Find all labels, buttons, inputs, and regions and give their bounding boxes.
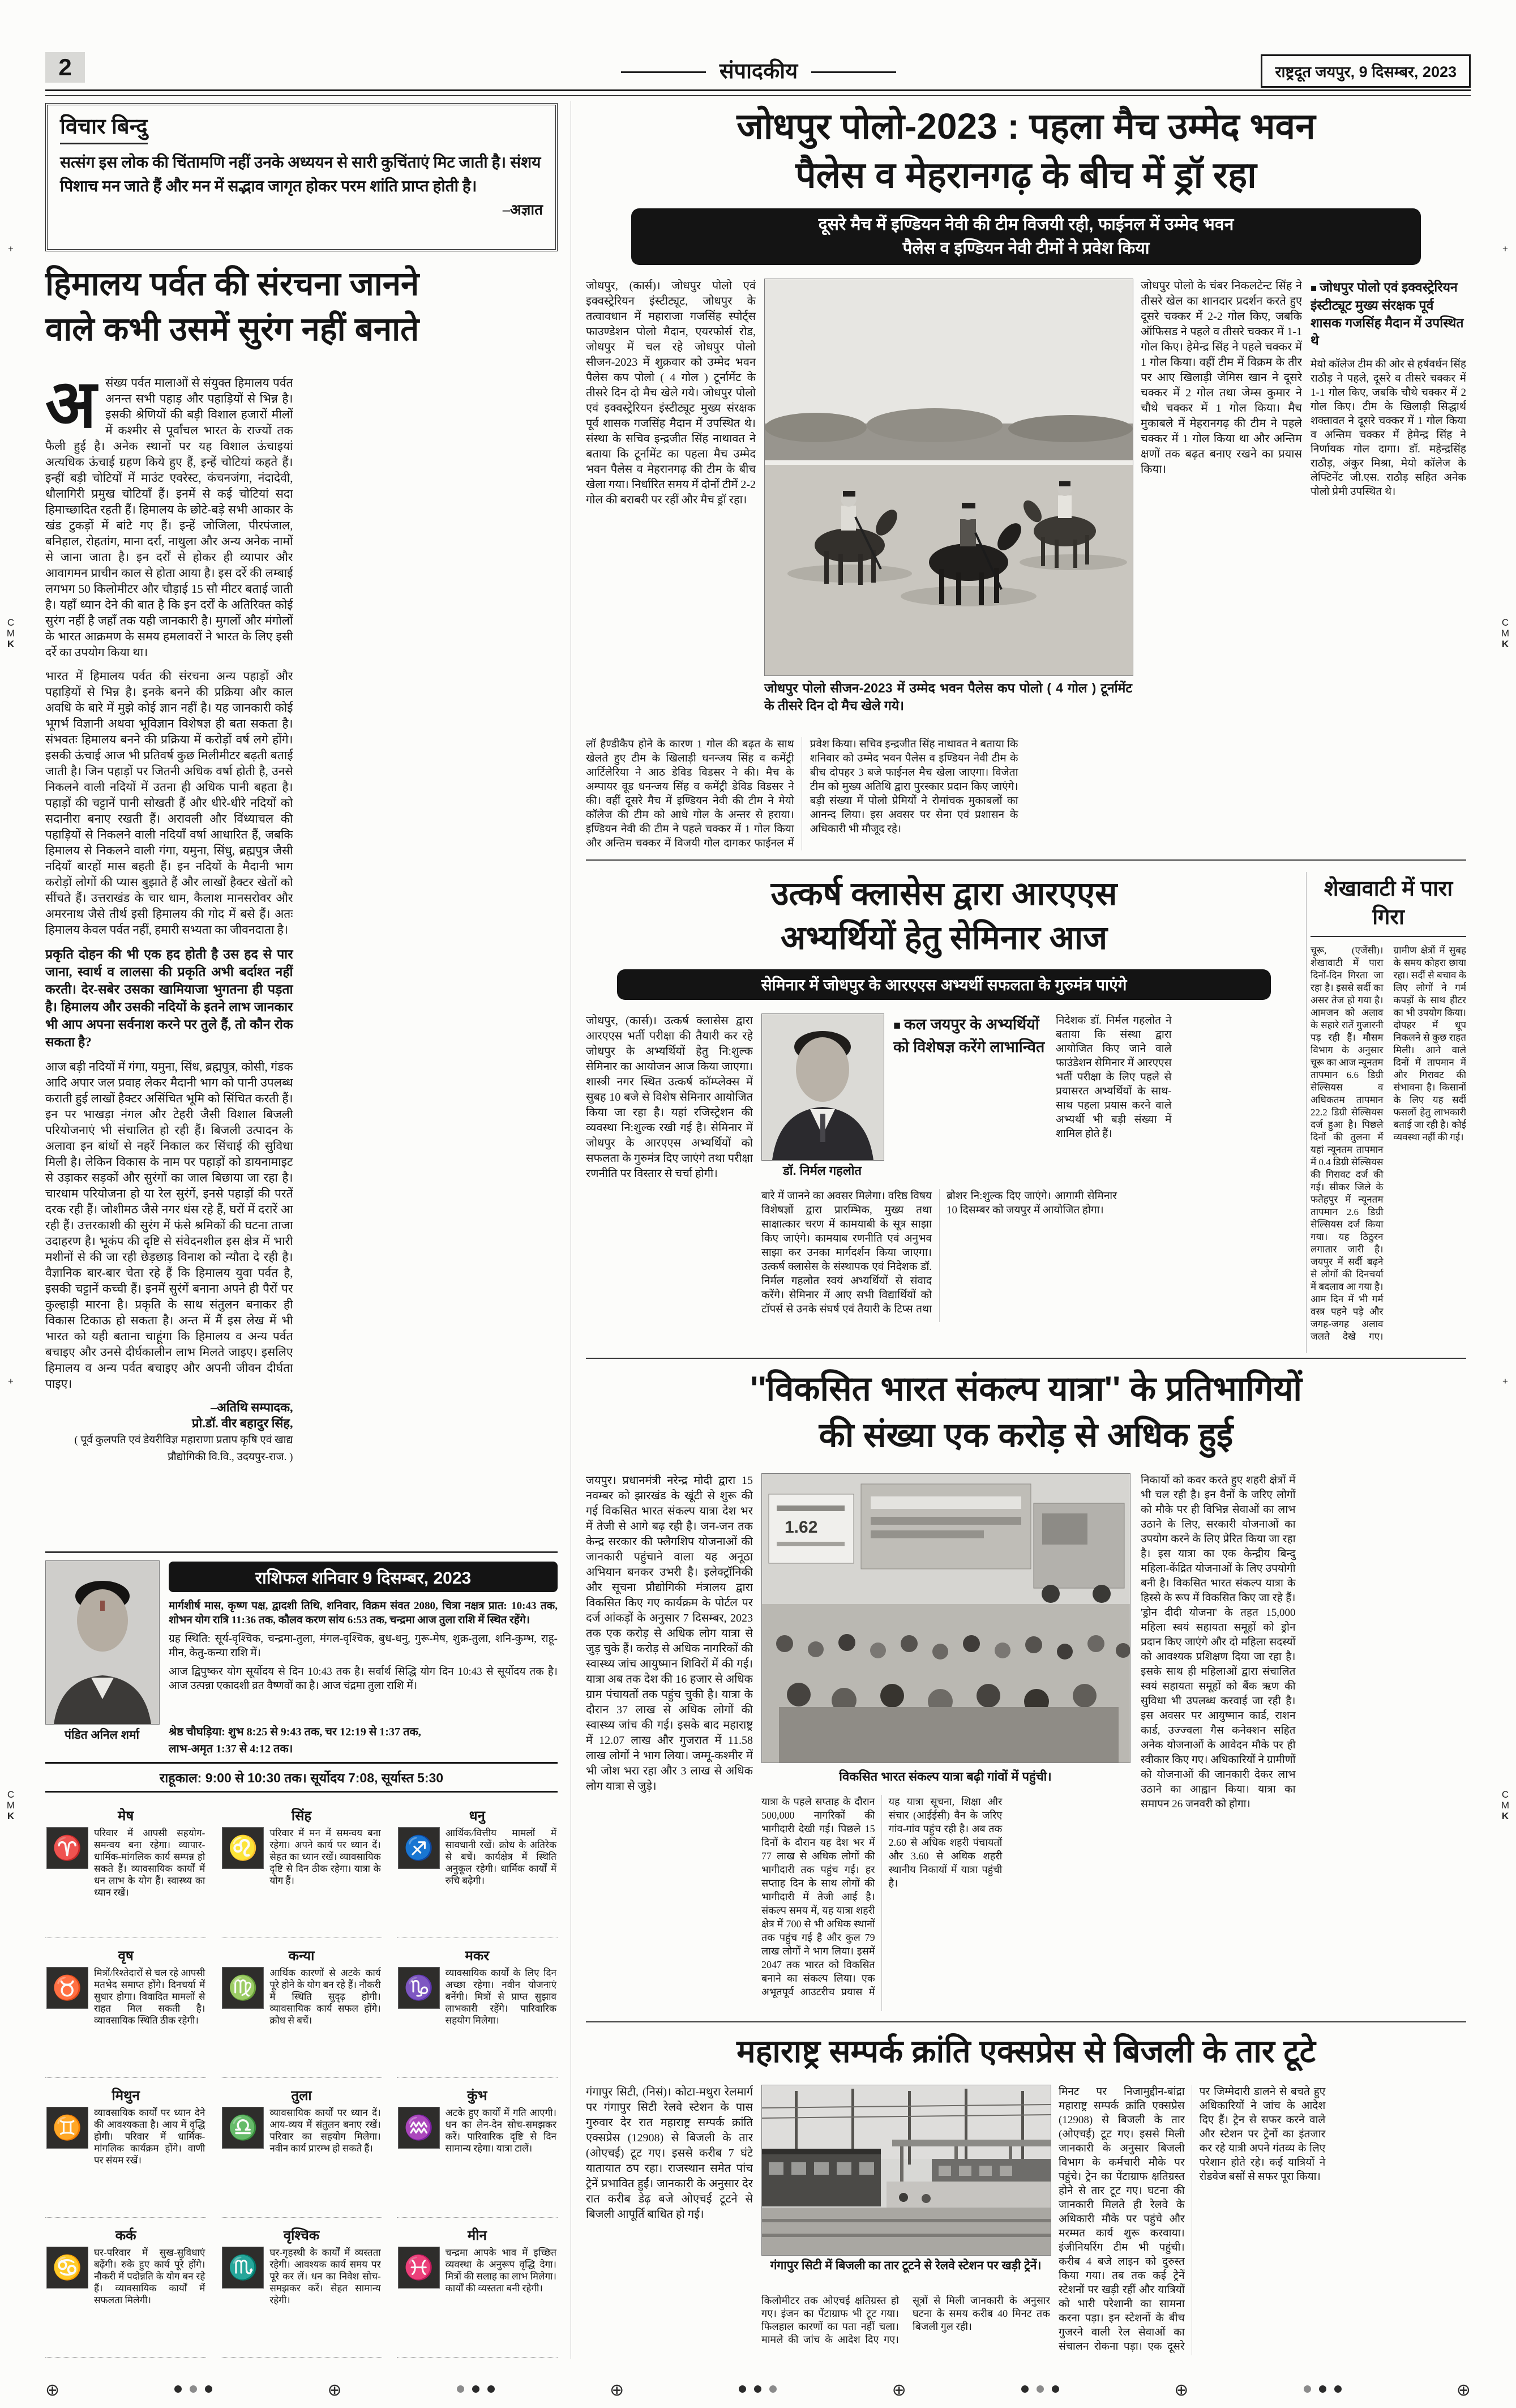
- press-registration-marks: [45, 2380, 1471, 2400]
- header-rule: [45, 89, 1471, 96]
- rashifal-grid: [45, 1804, 558, 2358]
- polo-sidebar-text: मेयो कॉलेज टीम की ओर से हर्षवर्धन सिंह राठौड़ ने पहले, दूसरे व तीसरे चक्कर में 1-1 गोल किए, जबकि चौथे चक्कर में 2 गोल किए। टीम के खिलाड़ी सिद्धार्थ शक्तावत ने दूसरे चक्कर में 1 गोल किया व अन्तिम चक्कर में हेमेन्द्र सिंह ने निर्णायक गोल दागा। डॉ. महेन्द्रसिंह राठौड़, अंकुर मिश्रा, मेयो कॉलेज के लेफ्टिनेंट जी.एस. राठौड़ सहित अनेक पोलो प्रेमी उपस्थित थे।: [1311, 358, 1466, 498]
- rashifal-top-rule: [45, 1551, 558, 1553]
- railway-photo-illustration: [762, 2085, 1051, 2255]
- dot-group: [1300, 2385, 1346, 2396]
- shekhawati-divider: [1306, 872, 1307, 1353]
- viksit-photo-caption: विकसित भारत संकल्प यात्रा बढ़ी गांवों में पहुंची।: [839, 1769, 1052, 1783]
- utkarsh-mid-text: निदेशक डॉ. निर्मल गहलोत ने बताया कि संस्था द्वारा आयोजित किए जाने वाले फाउंडेशन सेमिनार में आरएएस भर्ती परीक्षा के लिए पहले से प्रयासरत अभ्यर्थियों के साथ-साथ पहला प्रयास करने वाले अभ्यर्थी भी बड़ी संख्या में शामिल होते हैं।: [1056, 1015, 1172, 1140]
- registration-target-icon: ⊕: [610, 2381, 624, 2400]
- polo-sidebar: [1311, 279, 1466, 726]
- cmyk-mark-right-upper: C M K: [1501, 617, 1510, 649]
- page-number: 2: [45, 52, 85, 83]
- zodiac-libra-icon: ♎: [222, 2107, 264, 2149]
- rashifal-sign-kumbh: कुंभ ♒ अटके हुए कार्यों में गति आएगी। धन का लेन-देन सोच-समझकर करें। पारिवारिक दृष्टि से दिन सामान्य रहेगा। यात्रा टालें।: [397, 2084, 558, 2218]
- cmyk-mark-right-lower: C M K: [1501, 1789, 1510, 1821]
- register-cross-left-2: +: [8, 1376, 14, 1387]
- drop-cap: अ: [45, 375, 97, 442]
- zodiac-aquarius-icon: ♒: [398, 2107, 440, 2149]
- zodiac-taurus-icon: ♉: [46, 1967, 88, 2009]
- rashifal-sign-vrish: वृष ♉ मित्रों/रिश्तेदारों से चल रहे आपसी मतभेद समाप्त होंगे। दिनचर्या में सुधार होगा। विवादित मामलों से राहत मिल सकती है। व्यावसायिक स्थिति ठीक रहेगी।: [45, 1944, 206, 2078]
- rashifal-sign-sinh: सिंह ♌ परिवार में मन में समन्वय बना रहेगा। अपने कार्य पर ध्यान दें। सेहत का ध्यान रखें। व्यावसायिक दृष्टि से दिन ठीक रहेगा। यात्रा के योग हैं।: [221, 1804, 382, 1938]
- photo-sign-text: 1.62: [785, 1518, 818, 1537]
- viksit-top-rule: [586, 1358, 1466, 1359]
- utkarsh-bottom-text: बारे में जानने का अवसर मिलेगा। वरिष्ठ विषय विशेषज्ञों द्वारा प्रारम्भिक, मुख्य तथा साक्षात्कार चरण में कामयाबी के सूत्र साझा किए जाएंगे। कामयाब रणनीति एवं अनुभव साझा कर उनका मार्गदर्शन किया जाएगा। उत्कर्ष क्लासेस के संस्थापक एवं निदेशक डॉ. निर्मल गहलोत स्वयं अभ्यर्थियों से संवाद करेंगे। सेमिनार में आए सभी विद्यार्थियों को टॉपर्स से उनके संघर्ष एवं तैयारी के टिप्स तथा ब्रोशर नि:शुल्क दिए जाएंगे। आगामी सेमिनार 10 दिसम्बर को जयपुर में आयोजित होगा।: [761, 1190, 1117, 1315]
- polo-column-2: जोधपुर पोलो के चंबर निकलटेन्ट सिंह ने तीसरे खेल का शानदार प्रदर्शन करते हुए दूसरे चक्कर में 2-2 गोल किए, जबकि ऑफिसड ने पहले व तीसरे चक्कर में 1-1 गोल किए। हेमेन्द्र सिंह ने पहले चक्कर में 1 गोल किया। वहीं टीम में विक्रम के तीर पर आए खिलाड़ी जेमिस खान ने दूसरे चक्कर में 2 गोल तथा जेम्स कुमार ने चौथे चक्कर में 1 गोल किया। मैच मुकाबले में मेहरानगढ़ की टीम ने पहले चक्कर में 1 गोल किया था और अन्तिम क्षणों तक बढ़त बनाए रखने का प्रयास किया।: [1141, 280, 1302, 476]
- author-signoff: –अतिथि सम्पादक, प्रो.डॉ. वीर बहादुर सिंह, ( पूर्व कुलपति एवं डेयरीविज्ञ महाराणा प्रताप कृषि एवं खाद्य प्रौद्योगिकी वि.वि., उदयपुर-राज. ): [74, 1400, 293, 1463]
- rashifal-sign-kark: कर्क ♋ घर-परिवार में सुख-सुविधाएं बढ़ेंगी। रुके हुए कार्य पूरे होंगे। नौकरी में पदोन्नति के योग बन रहे हैं। व्यावसायिक कार्यों में सफलता मिलेगी।: [45, 2223, 206, 2358]
- himalaya-body: असंख्य पर्वत मालाओं से संयुक्त हिमालय पर्वत अनन्त सभी पहाड़ और पहाड़ियों से भिन्न है। इसकी श्रेणियों की बड़ी विशाल हजारों मीलों में कश्मीर से पूर्वांचल भारत के राज्यों तक फैली हुई है। अनेक स्थानों पर यह विशाल ऊंचाइयां अत्यधिक ऊंचाई ग्रहण किये हुए हैं, इन्हें चोटियां कहते हैं। इन्हीं बड़ी चोटियों में माउंट एवरेस्ट, कंचनजंगा, नंदादेवी, धौलागिरी प्रमुख चोटियाँ हैं। इनमें से कई चोटियां सदा हिमाच्छादित रहती हैं। हिमालय के छोटे-बड़े सभी आकार के खंड टुकड़ों में बांटे गए हैं। इन्हें जोजिला, पीरपंजाल, बनिहाल, रोहतांग, माना दर्रा, नाथुला और अन्य अनेक नामों से जाना जाता है। इन दर्रों से होकर ही व्यापार और आवागमन प्राचीन काल से होता आया है। इस दर्रे की लम्बाई लगभग 50 किलोमीटर और चौड़ाई 15 सौ मीटर बताई जाती है। यहाँ ध्यान देने की बात है कि इन दर्रों के अतिरिक्त कोई सुरंग नहीं है जहाँ तक यही जानकारी है। मुगलों और मंगोलों के भारत आक्रमण के समय हमलावरों ने भारत के लिए इसी दर्रे का उपयोग किया था। भारत में हिमालय पर्वत की संरचना अन्य पहाड़ों और पहाड़ियों से भिन्न है। इनके बनने की प्रक्रिया और काल अवधि के बारे में मुझे कोई ज्ञान नहीं है। यह जानकारी कोई भूगर्भ विज्ञानी अथवा भूविज्ञान विशेषज्ञ ही बता सकता है। संभवतः हिमालय बनने की प्रक्रिया में करोड़ों वर्ष लगे होंगे। इसकी ऊंचाई आज भी प्रतिवर्ष कुछ मिलीमीटर बढ़ती बताई जाती है। जिन पहाड़ों पर जितनी अधिक वर्षा होती है, उनसे निकलने वाली नदियों में उतना ही अधिक पानी बहता है। पहाड़ों की चट्टानें पानी सोखती हैं और धीरे-धीरे नदियों को सदानीरा बनाए रखती हैं। अरावली और विंध्याचल की पहाड़ियों से निकलने वाली नदियाँ वर्षा आधारित हैं, जबकि हिमालय से निकलने वाली गंगा, यमुना, सिंधु, ब्रह्मपुत्र जैसी नदियाँ बारहों मास बहती हैं। इन नदियों के मैदानी भाग करोड़ों लोगों की प्यास बुझाते हैं और लाखों हैक्टर खेतों को सींचते हैं। उत्तराखंड के चार धाम, कैलाश मानसरोवर और अमरनाथ जैसे तीर्थ इसी हिमालय की गोद में बसे हैं। अतः हिमालय केवल पर्वत नहीं, हमारी सभ्यता का जीवनदाता है। प्रकृति दोहन की भी एक हद होती है उस हद से पार जाना, स्वार्थ व लालसा की प्रकृति अभी बर्दाश्त नहीं करती। देर-सबेर उसका खामियाजा भुगतना ही पड़ता है। हिमालय और उसकी नदियों के इतने लाभ जानकार भी आप अपना सर्वनाश करने पर तुले हैं, तो कौन रोक सकता है? आज बड़ी नदियों में गंगा, यमुना, सिंध, ब्रह्मपुत्र, कोसी, गंडक आदि अपार जल प्रवाह लेकर मैदानी भाग को पानी उपलब्ध कराती हुई लाखों हैक्टर असिंचित भूमि को सिंचित करती हैं। इन पर भाखड़ा नंगल और टेहरी जैसी विशाल बिजली परियोजनाएं भी संचालित हो रही हैं। बिजली उत्पादन के अलावा इन बांधों से नहरें निकाल कर सिंचाई की सुविधा मिली है। लेकिन विकास के नाम पर पहाड़ों को डायनामाइट से उड़ाकर सड़कों और सुरंगों का जाल बिछाया जा रहा है। चारधाम परियोजना हो या रेल सुरंगें, इनसे पहाड़ों की परतें दरक रही हैं। जोशीमठ जैसे नगर धंस रहे हैं, घरों में दरारें आ रही हैं। उत्तरकाशी की सुरंग में फंसे श्रमिकों की घटना ताजा उदाहरण है। भूकंप की दृष्टि से संवेदनशील इस क्षेत्र में भारी मशीनों से की जा रही छेड़छाड़ विनाश को न्यौता दे रही है। वैज्ञानिक बार-बार चेता रहे हैं कि हिमालय युवा पर्वत है, इसकी चट्टानें कच्ची हैं। इनमें सुरंगें बनाना अपने ही पैरों पर कुल्हाड़ी मारना है। प्रकृति के साथ संतुलन बनाकर ही विकास टिकाऊ हो सकता है। अन्त में मैं इस लेख में भी भारत को यही बताना चाहूंगा कि हिमालय व अन्य पर्वत बचाइए और उनसे दीर्घकालीन लाभ मिलते जाइए। इसलिए हिमालय व अन्य पर्वत बचाइए और अपनी जीवन दीर्घता पाइए। –अतिथि सम्पादक, प्रो.डॉ. वीर बहादुर सिंह, ( पूर्व कुलपति एवं डेयरीविज्ञ महाराणा प्रताप कृषि एवं खाद्य प्रौद्योगिकी वि.वि., उदयपुर-राज. ): [45, 375, 558, 1540]
- rashifal-sign-kanya: कन्या ♍ आर्थिक कारणों से अटके कार्य पूरे होने के योग बन रहे हैं। नौकरी में स्थिति सुदृढ़ होगी। व्यावसायिक कार्य सफल होंगे। क्रोध से बचें।: [221, 1944, 382, 2078]
- maharashtra-top-rule: [586, 2021, 1466, 2022]
- zodiac-sagittarius-icon: ♐: [398, 1827, 440, 1869]
- dot-group: [735, 2385, 781, 2396]
- utkarsh-portrait-photo: [761, 1013, 884, 1161]
- section-title: संपादकीय: [566, 55, 951, 85]
- zodiac-gemini-icon: ♊: [46, 2107, 88, 2149]
- zodiac-leo-icon: ♌: [222, 1827, 264, 1869]
- registration-target-icon: ⊕: [892, 2381, 906, 2400]
- registration-target-icon: ⊕: [1174, 2381, 1189, 2400]
- rashifal-sign-dhanu: धनु ♐ आर्थिक/वित्तीय मामलों में सावधानी रखें। क्रोध के अतिरेक से बचें। कार्यक्षेत्र में स्थिति अनुकूल रहेगी। धार्मिक कार्यों में रुचि बढ़ेगी।: [397, 1804, 558, 1938]
- viksit-right-text: निकायों को कवर करते हुए शहरी क्षेत्रों में भी चल रही है। इन वैनों के जरिए लोगों को मौके पर ही विभिन्न सेवाओं का लाभ उठाने के लिए, सरकारी योजनाओं का उपयोग करने के लिए प्रेरित किया जा रहा है। इस यात्रा का एक केन्द्रीय बिन्दु महिला-केंद्रित योजनाओं के लिए उपयोगी बनी है। विकसित भारत संकल्प यात्रा के हिस्से के रूप में विकसित किए जा रहे हैं। 'ड्रोन दीदी योजना' के तहत 15,000 महिला स्वयं सहायता समूहों को ड्रोन प्रदान किए जाएंगे और दो महिला सदस्यों को आवश्यक प्रशिक्षण दिया जा रहा है। इसके साथ ही महिलाओं द्वारा संचालित स्वयं सहायता समूहों को बैंक ऋण की सुविधा भी उपलब्ध करवाई जा रही है। इस अवसर पर आयुष्मान कार्ड, राशन कार्ड, उज्ज्वला गैस कनेक्शन सहित अनेक योजनाओं के आवेदन मौके पर ही स्वीकार किए गए। अधिकारियों ने ग्रामीणों को योजनाओं की जानकारी देकर लाभ उठाने का आह्वान किया। यात्रा का समापन 26 जनवरी को होगा।: [1141, 1474, 1296, 1810]
- pull-quote: प्रकृति दोहन की भी एक हद होती है उस हद से पार जाना, स्वार्थ व लालसा की प्रकृति अभी बर्दाश्त नहीं करती। देर-सबेर उसका खामियाजा भुगतना ही पड़ता है। हिमालय और उसकी नदियों के इतने लाभ जानकार भी आप अपना सर्वनाश करने पर तुले हैं, तो कौन रोक सकता है?: [45, 947, 293, 1049]
- flourish-left: [621, 71, 706, 73]
- utkarsh-portrait-caption: डॉ. निर्मल गहलोत: [782, 1164, 862, 1178]
- register-cross-right-2: +: [1502, 1376, 1508, 1387]
- maharashtra-photo-caption: गंगापुर सिटी में बिजली का तार टूटने से रेलवे स्टेशन पर खड़ी ट्रेनें।: [770, 2259, 1042, 2272]
- polo-photo-caption: जोधपुर पोलो सीजन-2023 में उम्मेद भवन पैलेस कप पोलो ( 4 गोल ) टूर्नामेंट के तीसरे दिन दो मैच खेले गये।: [764, 681, 1132, 713]
- astrologer-photo: [45, 1560, 160, 1725]
- maharashtra-right-text: मिनट पर निजामुद्दीन-बांद्रा महाराष्ट्र सम्पर्क क्रांति एक्सप्रेस (12908) से बिजली के तार (ओएचई) टूट गए। इससे मिली जानकारी के अनुसार बिजली विभाग के कर्मचारी मौके पर पहुंचे। ट्रेन का पेंटाग्राफ क्षतिग्रस्त होने से तार टूट गए। घटना की जानकारी मिलते ही रेलवे के अधिकारी मौके पर पहुंचे और मरम्मत कार्य शुरू करवाया। इंजीनियरिंग टीम भी पहुंची। करीब 4 बजे लाइन को दुरुस्त किया गया। तब तक कई ट्रेनें स्टेशनों पर खड़ी रहीं और यात्रियों को भारी परेशानी का सामना करना पड़ा। इन स्टेशनों के बीच गुजरने वाली रेल सेवाओं का संचालन रोकना पड़ा। एक दूसरे पर जिम्मेदारी डालने से बचते हुए अधिकारियों ने जांच के आदेश दिए हैं। ट्रेन से सफर करने वाले और स्टेशन पर ट्रेनों का इंतजार कर रहे यात्री अपने गंतव्य के लिए परेशान होते रहे। कई यात्रियों ने रोडवेज बसों से सफर पूरा किया।: [1059, 2086, 1326, 2353]
- crowd-photo-illustration: [762, 1474, 1130, 1763]
- vichar-bindu-quote: सत्संग इस लोक की चिंतामणि नहीं उनके अध्ययन से सारी कुचिंताएं मिट जाती है। संशय पिशाच मन जाते हैं और मन में सद्भाव जागृत होकर परम शांति प्राप्त होती है।: [60, 154, 541, 195]
- zodiac-aries-icon: ♈: [46, 1827, 88, 1869]
- zodiac-virgo-icon: ♍: [222, 1967, 264, 2009]
- astrologer-illustration: [46, 1561, 159, 1724]
- dot-group: [170, 2385, 216, 2396]
- viksit-column-1: जयपुर। प्रधानमंत्री नरेन्द्र मोदी द्वारा 15 नवम्बर को झारखंड के खूंटी से शुरू की गई विकसित भारत संकल्प यात्रा देश भर में तेजी से आगे बढ़ रही है। जन-जन तक केन्द्र सरकार की फ्लैगशिप योजनाओं की जानकारी पहुंचाने वाला यह अनूठा अभियान बनकर उभरी है। इलेक्ट्रॉनिकी और सूचना प्रौद्योगिकी मंत्रालय द्वारा विकसित किए गए कार्यक्रम के पोर्टल पर दर्ज आंकड़ों के अनुसार 7 दिसम्बर, 2023 तक एक करोड़ से अधिक लोग यात्रा से जुड़ चुके हैं। करोड़ से अधिक नागरिकों की स्वास्थ्य जांच आयुष्मान शिविरों में की गई। यात्रा अब तक देश की 16 हजार से अधिक ग्राम पंचायतों तक पहुंच चुकी है। यात्रा के दौरान 37 लाख से अधिक लोगों की स्वास्थ्य जांच की गई। इसके बाद महाराष्ट्र में 12.07 लाख और गुजरात में 11.58 लाख लोगों ने भाग लिया। जम्मू-कश्मीर में भी जोश भरा रहा और 3 लाख से अधिक लोग यात्रा से जुड़े।: [586, 1474, 753, 1793]
- polo-sidebar-lead: ■ जोधपुर पोलो एवं इक्वस्ट्रेरियन इंस्टीट्यूट मुख्य संरक्षक पूर्व शासक गजसिंह मैदान में उपस्थित थे: [1311, 279, 1466, 349]
- rashifal-title-bar: राशिफल शनिवार 9 दिसम्बर, 2023: [169, 1562, 558, 1592]
- maharashtra-column-1: गंगापुर सिटी, (निसं)। कोटा-मथुरा रेलमार्ग पर गंगापुर सिटी रेलवे स्टेशन के पास गुरुवार देर रात महाराष्ट्र सम्पर्क क्रांति एक्सप्रेस (12908) से बिजली के तार (ओएचई) टूट गए। इससे करीब 7 घंटे यातायात ठप रहा। राजस्थान समेत पांच ट्रेनें प्रभावित हुईं। जानकारी के अनुसार देर रात करीब डेढ़ बजे ओएचई टूटने से बिजली आपूर्ति बाधित हो गई।: [586, 2086, 753, 2221]
- vichar-bindu-title: विचार बिन्दु: [60, 111, 148, 144]
- utkarsh-column-1: जोधपुर, (कार्स)। उत्कर्ष क्लासेस द्वारा आरएएस भर्ती परीक्षा की तैयारी कर रहे जोधपुर के अभ्यर्थियों हेतु नि:शुल्क सेमिनार का आयोजन आज किया जाएगा। शास्त्री नगर स्थित उत्कर्ष कॉम्प्लेक्स में सुबह 10 बजे से विशेष सेमिनार आयोजित किया जा रहा है। यहां रजिस्ट्रेशन की व्यवस्था नि:शुल्क रखी गई है। सेमिनार में जोधपुर के आरएएस अभ्यर्थियों को सफलता के गुरुमंत्र दिए जाएंगे तथा परीक्षा रणनीति पर विस्तार से चर्चा होगी।: [586, 1015, 753, 1180]
- zodiac-cancer-icon: ♋: [46, 2247, 88, 2289]
- shekhawati-headline: शेखावाटी में पारा गिरा: [1311, 875, 1466, 937]
- maharashtra-headline: महाराष्ट्र सम्पर्क क्रांति एक्सप्रेस से बिजली के तार टूटे: [736, 2033, 1316, 2069]
- polo-photo-illustration: [765, 279, 1133, 675]
- rashifal-sign-meen: मीन ♓ चन्द्रमा आपके भाव में इच्छित व्यवस्था के अनुरूप वृद्धि देगा। मित्रों की सलाह का लाभ मिलेगा। कार्यों की व्यस्तता बनी रहेगी।: [397, 2223, 558, 2358]
- polo-bottom-rule: [586, 859, 1466, 861]
- registration-target-icon: ⊕: [327, 2381, 342, 2400]
- cmyk-mark-left-upper: C M K: [6, 617, 15, 649]
- maharashtra-below-text: किलोमीटर तक ओएचई क्षतिग्रस्त हो गए। इंजन का पेंटाग्राफ भी टूट गया। फिलहाल कारणों का पता नहीं चला। मामले की जांच के आदेश दिए गए। सूत्रों से मिली जानकारी के अनुसार घटना के समय करीब 40 मिनट तक बिजली गुल रही।: [761, 2295, 1050, 2345]
- register-cross-right-1: +: [1502, 243, 1508, 254]
- rashifal-rahu-bar: राहूकाल: 9:00 से 10:30 तक। सूर्योदय 7:08, सूर्यास्त 5:30: [45, 1762, 558, 1793]
- registration-target-icon: ⊕: [1456, 2381, 1471, 2400]
- rashifal-sign-mesh: मेष ♈ परिवार में आपसी सहयोग-समन्वय बना रहेगा। व्यापार-धार्मिक-मांगलिक कार्य सम्पन्न हो सकते हैं। व्यावसायिक कार्यों में धन लाभ के योग हैं। स्वास्थ्य का ध्यान रखें।: [45, 1804, 206, 1938]
- polo-photo: [764, 279, 1133, 676]
- rashifal-sign-vrishchik: वृश्चिक ♏ घर-गृहस्थी के कार्यों में व्यस्तता रहेगी। आवश्यक कार्य समय पर पूरे कर लें। धन का निवेश सोच-समझकर करें। सेहत सामान्य रहेगी।: [221, 2223, 382, 2358]
- vichar-bindu-box: [45, 103, 558, 251]
- utkarsh-headline: उत्कर्ष क्लासेस द्वारा आरएएस अभ्यर्थियों हेतु सेमिनार आज: [770, 875, 1117, 956]
- polo-subhead: दूसरे मैच में इण्डियन नेवी की टीम विजयी रही, फाईनल में उम्मेद भवन पैलेस व इण्डियन नेवी टीमों ने प्रवेश किया: [631, 208, 1421, 265]
- zodiac-pisces-icon: ♓: [398, 2247, 440, 2289]
- flourish-right: [811, 71, 896, 73]
- masthead: राष्ट्रदूत जयपुर, 9 दिसम्बर, 2023: [1261, 54, 1471, 88]
- astrologer-name: पंडित अनिल शर्मा: [65, 1729, 139, 1742]
- vichar-bindu-attribution: –अज्ञात: [502, 202, 543, 218]
- rashifal-sign-mithun: मिथुन ♊ व्यावसायिक कार्यों पर ध्यान देने की आवश्यकता है। आय में वृद्धि होगी। परिवार में धार्मिक-मांगलिक कार्यक्रम होंगे। वाणी पर संयम रखें।: [45, 2084, 206, 2218]
- rashifal-sign-makar: मकर ♑ व्यावसायिक कार्यों के लिए दिन अच्छा रहेगा। नवीन योजनाएं बनेंगी। मित्रों से प्राप्त सुझाव लाभकारी रहेंगे। पारिवारिक सहयोग मिलेगा।: [397, 1944, 558, 2078]
- register-cross-left-1: +: [8, 243, 14, 254]
- rashifal-labh: लाभ-अमृत 1:37 से 4:12 तक।: [169, 1743, 293, 1755]
- utkarsh-subhead: सेमिनार में जोधपुर के आरएएस अभ्यर्थी सफलता के गुरुमंत्र पाएंगे: [617, 969, 1271, 1000]
- viksit-crowd-photo: [761, 1473, 1130, 1763]
- dot-group: [1017, 2385, 1063, 2396]
- rashifal-chaughadiya: श्रेष्ठ चौघड़िया: शुभ 8:25 से 9:43 तक, चर 12:19 से 1:37 तक,: [169, 1726, 421, 1738]
- zodiac-scorpio-icon: ♏: [222, 2247, 264, 2289]
- portrait-illustration: [762, 1014, 884, 1160]
- polo-bottom-text: लॉ हैण्डीकैप होने के कारण 1 गोल की बढ़त के साथ खेलते हुए टीम के खिलाड़ी धनन्जय सिंह व कमेंट्री आर्टिलेरिया ने आठ डेविड विडसर ने की। मैच के अम्पायर वूड धनन्जय सिंह व कमेंट्री डेविड विडसर ने की। वहीं दूसरे मैच में इण्डियन नेवी की टीम ने मेयो कॉलेज की टीम को आधे गोल के अन्तर से हराया। इण्डियन नेवी की टीम ने पहले चक्कर में 1 गोल किया और अन्तिम चक्कर में विजयी गोल दागकर फाईनल में प्रवेश किया। सचिव इन्द्रजीत सिंह नाथावत ने बताया कि शनिवार को उम्मेद भवन पैलेस व इण्डियन नेवी टीम के बीच दोपहर 3 बजे फाईनल मैच खेला जाएगा। विजेता टीम को मुख्य अतिथि द्वारा पुरस्कार प्रदान किए जाएंगे। बड़ी संख्या में पोलो प्रेमियों ने रोमांचक मुकाबलों का आनन्द लिया। इस अवसर पर सेना एवं प्रशासन के अधिकारी भी मौजूद रहे।: [586, 738, 1018, 849]
- zodiac-capricorn-icon: ♑: [398, 1967, 440, 2009]
- polo-headline: जोधपुर पोलो-2023 : पहला मैच उम्मेद भवन पैलेस व मेहरानगढ़ के बीच में ड्रॉ रहा: [736, 106, 1316, 195]
- registration-target-icon: ⊕: [45, 2381, 60, 2400]
- utkarsh-info-box: ■ कल जयपुर के अभ्यर्थियों को विशेषज्ञ करेंगे लाभान्वित: [893, 1013, 1045, 1058]
- himalaya-headline: हिमालय पर्वत की संरचना जानने वाले कभी उसमें सुरंग नहीं बनाते: [45, 266, 419, 348]
- dot-group: [453, 2385, 499, 2396]
- rashifal-sign-tula: तुला ♎ व्यावसायिक कार्यों पर ध्यान दें। आय-व्यय में संतुलन बनाए रखें। परिवार का सहयोग मिलेगा। नवीन कार्य प्रारम्भ हो सकते हैं।: [221, 2084, 382, 2218]
- viksit-headline: ''विकसित भारत संकल्प यात्रा'' के प्रतिभागियों की संख्या एक करोड़ से अधिक हुई: [750, 1370, 1302, 1454]
- viksit-below-text: यात्रा के पहले सप्ताह के दौरान 500,000 नागरिकों की भागीदारी देखी गई। पिछले 15 दिनों के दौरान यह देश भर में 77 लाख से अधिक लोगों की भागीदारी तक पहुंच गई। हर सप्ताह दिन के साथ लोगों की भागीदारी में तेजी आई है। संकल्प समय में, यह यात्रा शहरी क्षेत्र में 700 से भी अधिक स्थानों तक पहुंच गई है और कुल 79 लाख लोगों ने भाग लिया। इसमें 2047 तक भारत को विकसित बनाने का संकल्प लिया। एक अभूतपूर्व आउटरीच प्रयास में यह यात्रा सूचना, शिक्षा और संचार (आईईसी) वैन के जरिए गांव-गांव पहुंच रही है। अब तक 2.60 से अधिक शहरी पंचायतों और 3.60 से अधिक शहरी स्थानीय निकायों में यात्रा पहुंची है।: [761, 1796, 1003, 1998]
- shekhawati-body: चूरू, (एजेंसी)। शेखावाटी में पारा दिनों-दिन गिरता जा रहा है। इससे सर्दी का असर तेज हो गया है। आमजन को अलाव के सहारे रातें गुजारनी पड़ रही हैं। मौसम विभाग के अनुसार चूरू का आज न्यूनतम तापमान 6.6 डिग्री सेल्सियस व अधिकतम तापमान 22.2 डिग्री सेल्सियस दर्ज हुआ है। पिछले दिनों की तुलना में यहां न्यूनतम तापमान में 0.4 डिग्री सेल्सियस की गिरावट दर्ज की गई। सीकर जिले के फतेहपुर में न्यूनतम तापमान 2.6 डिग्री सेल्सियस दर्ज किया गया। यह ठिठुरन लगातार जारी है। जयपुर में सर्दी बढ़ने से लोगों की दिनचर्या में बदलाव आ गया है। आम दिन में भी गर्म वस्त्र पहने पड़े और जगह-जगह अलाव जलते देखे गए। ग्रामीण क्षेत्रों में सुबह के समय कोहरा छाया रहा। सर्दी से बचाव के लिए लोगों ने गर्म कपड़ों के साथ हीटर का भी उपयोग किया। दोपहर में धूप निकलने से कुछ राहत मिली। आने वाले दिनों में तापमान में और गिरावट की संभावना है। किसानों के लिए यह सर्दी फसलों हेतु लाभकारी बताई जा रही है। कोई व्यवस्था नहीं की गई।: [1311, 945, 1466, 1342]
- cmyk-mark-left-lower: C M K: [6, 1789, 15, 1821]
- maharashtra-railway-photo: [761, 2085, 1051, 2256]
- polo-column-1: जोधपुर, (कार्स)। जोधपुर पोलो एवं इक्वस्ट्रेरियन इंस्टीट्यूट, जोधपुर के तत्वावधान में महाराजा गजसिंह स्पोर्ट्स फाउण्डेशन पोलो मैदान, एयरफोर्स रोड, जोधपुर में चल रहे जोधपुर पोलो सीजन-2023 में शुक्रवार को उम्मेद भवन पैलेस कप पोलो ( 4 गोल ) टूर्नामेंट के तीसरे दिन दो मैच खेले गये। जोधपुर पोलो एवं इक्वस्ट्रेरियन इंस्टीट्यूट मुख्य संरक्षक पूर्व शासक गजसिंह मैदान में उपस्थित थे। संस्था के सचिव इन्द्रजीत सिंह नाथावत ने बताया कि टूर्नामेंट का पहला मैच उम्मेद भवन पैलेस व मेहरानगढ़ की टीम के बीच खेला गया। निर्धारित समय में दोनों टीमें 2-2 गोल की बराबरी पर रहीं और मैच ड्रॉ रहा।: [586, 280, 756, 506]
- rashifal-intro: मार्गशीर्ष मास, कृष्ण पक्ष, द्वादशी तिथि, शनिवार, विक्रम संवत 2080, चित्रा नक्षत्र प्रात: 10:43 तक, शोभन योग रात्रि 11:36 तक, कौलव करण सांय 6:53 तक, चन्द्रमा आज तुला राशि में स्थित रहेंगे। ग्रह स्थिति: सूर्य-वृश्चिक, चन्द्रमा-तुला, मंगल-वृश्चिक, बुध-धनु, गुरू-मेष, शुक्र-तुला, शनि-कुम्भ, राहू-मीन, केतु-कन्या राशि में। आज द्विपुष्कर योग सूर्योदय से दिन 10:43 तक है। सर्वार्थ सिद्धि योग दिन 10:43 से सूर्योदय तक है। आज उत्पन्ना एकादशी व्रत वैष्णवों का है। आज चंद्रमा तुला राशि में।: [169, 1600, 558, 1692]
